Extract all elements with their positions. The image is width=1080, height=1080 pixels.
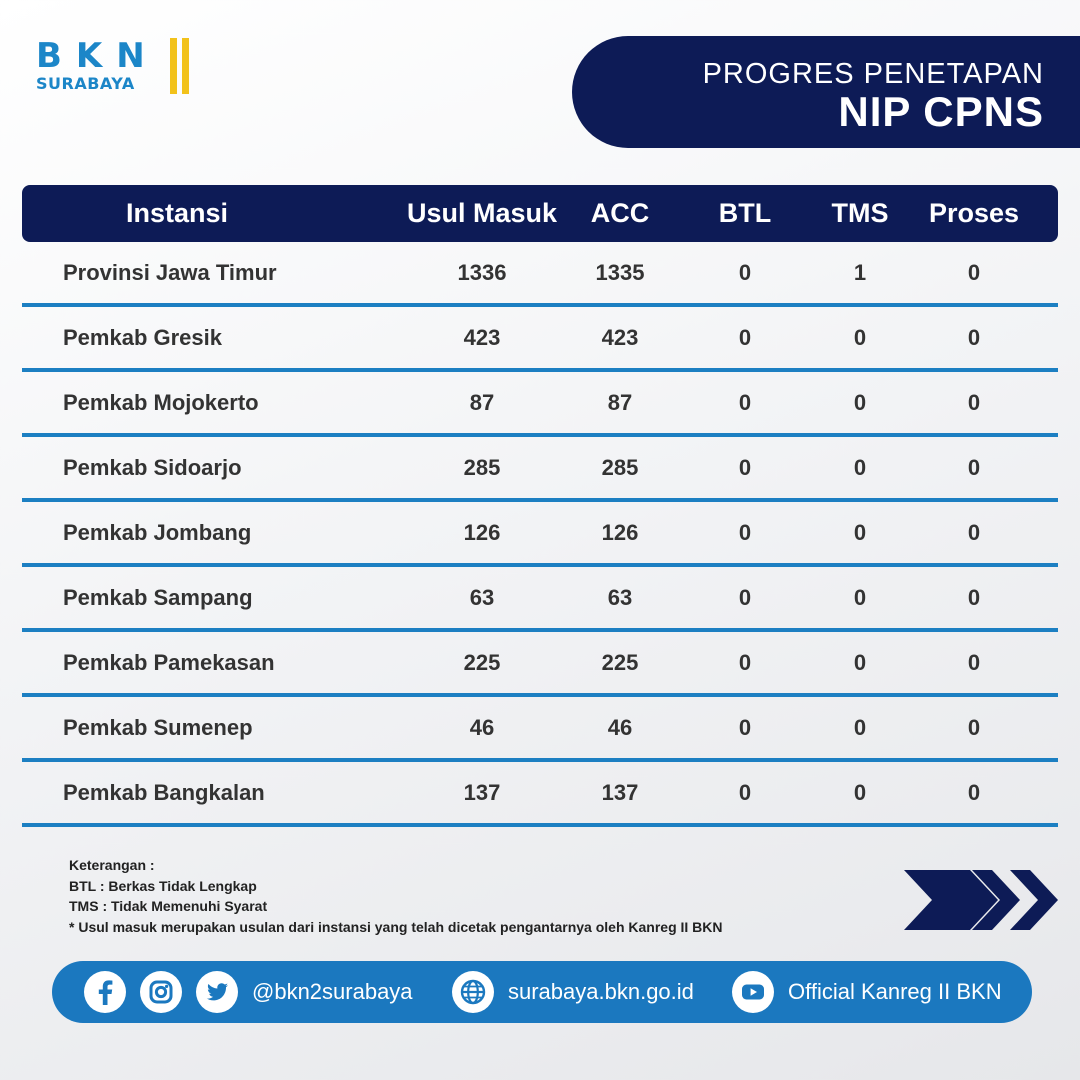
header-usul-masuk: Usul Masuk [406, 198, 558, 228]
notes [69, 855, 723, 937]
cell-usul-masuk: 46 [469, 715, 495, 740]
table-row [22, 372, 1058, 437]
cell-instansi: Pemkab Sampang [63, 585, 253, 610]
cell-acc: 423 [601, 325, 639, 350]
cell-btl: 0 [738, 715, 752, 740]
cell-usul-masuk: 63 [469, 585, 495, 610]
cell-usul-masuk: 423 [463, 325, 501, 350]
cell-usul-masuk: 1336 [457, 260, 507, 285]
cell-proses: 0 [967, 780, 981, 805]
cell-btl: 0 [738, 585, 752, 610]
cell-acc: 1335 [595, 260, 645, 285]
cell-proses: 0 [967, 520, 981, 545]
cell-proses: 0 [967, 260, 981, 285]
cell-tms: 0 [853, 585, 867, 610]
cell-tms: 0 [853, 780, 867, 805]
cell-instansi: Provinsi Jawa Timur [63, 260, 277, 285]
cell-btl: 0 [738, 780, 752, 805]
cell-btl: 0 [738, 455, 752, 480]
cell-instansi: Pemkab Jombang [63, 520, 252, 545]
cell-proses: 0 [967, 390, 981, 415]
cell-tms: 0 [853, 455, 867, 480]
cell-usul-masuk: 225 [463, 650, 501, 675]
cell-usul-masuk: 285 [463, 455, 501, 480]
title-line-2: NIP CPNS [838, 88, 1044, 135]
table-row [22, 437, 1058, 502]
cell-acc: 87 [607, 390, 633, 415]
cell-btl: 0 [738, 325, 752, 350]
table-row [22, 307, 1058, 372]
facebook-icon[interactable] [84, 971, 126, 1013]
cell-tms: 0 [853, 520, 867, 545]
table-body [22, 242, 1058, 827]
notes-tms: TMS : Tidak Memenuhi Syarat [69, 898, 268, 914]
bkn-logo [36, 38, 196, 98]
cell-proses: 0 [967, 455, 981, 480]
cell-proses: 0 [967, 585, 981, 610]
notes-title: Keterangan : [69, 857, 155, 873]
table-row [22, 242, 1058, 307]
notes-btl: BTL : Berkas Tidak Lengkap [69, 877, 257, 894]
chevron-arrows-icon [904, 868, 1060, 932]
table-row [22, 697, 1058, 762]
cell-tms: 0 [853, 390, 867, 415]
cell-instansi: Pemkab Sidoarjo [63, 455, 242, 480]
cell-btl: 0 [738, 390, 752, 415]
cell-instansi: Pemkab Bangkalan [63, 780, 265, 805]
cell-usul-masuk: 87 [469, 390, 495, 415]
cell-instansi: Pemkab Sumenep [63, 715, 253, 740]
cell-usul-masuk: 126 [463, 520, 501, 545]
table-row [22, 632, 1058, 697]
cell-btl: 0 [738, 260, 752, 285]
header-acc: ACC [590, 198, 650, 228]
header-tms: TMS [831, 198, 889, 228]
cell-tms: 1 [853, 260, 867, 285]
cell-tms: 0 [853, 715, 867, 740]
title-line-1: PROGRES PENETAPAN [702, 58, 1044, 90]
cell-proses: 0 [967, 650, 981, 675]
instagram-icon[interactable] [140, 971, 182, 1013]
table-row [22, 762, 1058, 827]
notes-footnote: * Usul masuk merupakan usulan dari instansi yang telah dicetak pengantarnya oleh Kanreg II BKN [69, 918, 723, 935]
website-link[interactable]: surabaya.bkn.go.id [508, 979, 694, 1004]
cell-proses: 0 [967, 325, 981, 350]
cell-acc: 285 [601, 455, 639, 480]
cell-btl: 0 [738, 650, 752, 675]
logo-text: BKN [36, 36, 159, 76]
logo-bar [170, 38, 177, 94]
cell-instansi: Pemkab Mojokerto [63, 390, 259, 415]
header-instansi: Instansi [125, 198, 229, 228]
cell-tms: 0 [853, 650, 867, 675]
cell-usul-masuk: 137 [463, 780, 501, 805]
table-row [22, 567, 1058, 632]
cell-acc: 63 [607, 585, 633, 610]
logo-bar [182, 38, 189, 94]
social-footer [52, 961, 1032, 1023]
cell-tms: 0 [853, 325, 867, 350]
youtube-channel[interactable]: Official Kanreg II BKN [788, 979, 1002, 1004]
cell-acc: 126 [601, 520, 639, 545]
social-handle[interactable]: @bkn2surabaya [252, 979, 413, 1004]
cell-instansi: Pemkab Gresik [63, 325, 222, 350]
title-banner [572, 36, 1080, 148]
globe-icon[interactable] [452, 971, 494, 1013]
cell-acc: 225 [601, 650, 639, 675]
cell-proses: 0 [967, 715, 981, 740]
twitter-icon[interactable] [196, 971, 238, 1013]
cell-acc: 46 [607, 715, 633, 740]
table-row [22, 502, 1058, 567]
cell-instansi: Pemkab Pamekasan [63, 650, 275, 675]
header-btl: BTL [718, 198, 772, 228]
logo-subtitle: SURABAYA [36, 74, 135, 93]
cell-btl: 0 [738, 520, 752, 545]
youtube-icon[interactable] [732, 971, 774, 1013]
cell-acc: 137 [601, 780, 639, 805]
header-proses: Proses [928, 198, 1020, 228]
table-header [22, 185, 1058, 242]
